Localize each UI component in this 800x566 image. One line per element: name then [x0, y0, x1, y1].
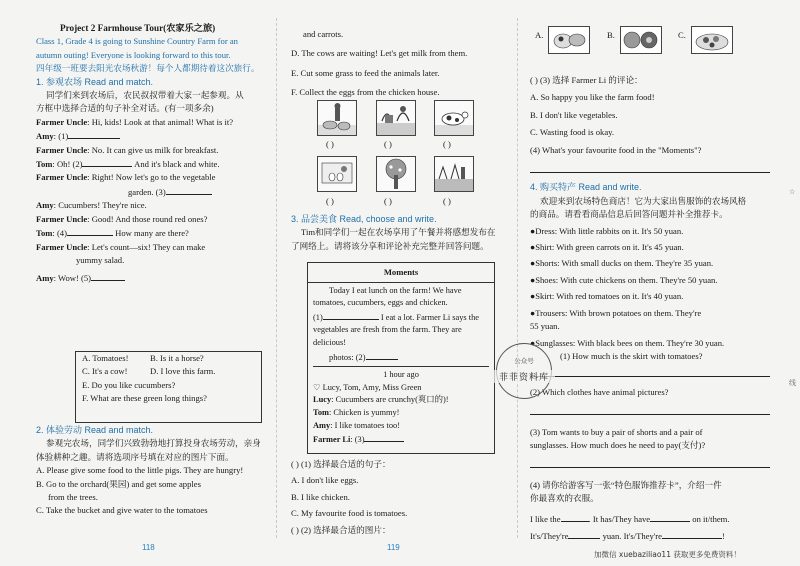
answer-blank[interactable]: [561, 512, 589, 522]
dialogue-line: yummy salad.: [76, 254, 125, 265]
comment: Farmer Li: (3): [313, 432, 489, 447]
q1-option-b: B. I like chicken.: [291, 491, 350, 502]
answer-blank[interactable]: [68, 129, 120, 139]
section-3-instr-1: Tim和同学们一起在农场享用了午餐并将感想发布在: [301, 227, 496, 238]
column-left: [36, 22, 268, 286]
q1-option-c: C. My favourite food is tomatoes.: [291, 508, 408, 519]
recommend-card-line-1: I like the . It has/They have on it/them.: [530, 513, 730, 524]
farm-picture-orchard: [376, 156, 416, 192]
dialogue-line: Farmer Uncle: Let's count—six! They can make: [36, 241, 206, 252]
answer-blank[interactable]: [364, 432, 404, 442]
answer-blank[interactable]: [166, 185, 212, 195]
column-divider: [517, 18, 518, 538]
q3-option-c: C. Wasting food is okay.: [530, 127, 615, 138]
farm-picture-pigs: [317, 100, 357, 136]
section-4-instr-1: 欢迎来到农场特色商店！它为大家出售服饰的农场风格: [540, 195, 747, 206]
option-a: A. Tomatoes!: [82, 353, 129, 363]
answer-blank[interactable]: [82, 157, 132, 167]
option-f: F. What are these green long things?: [82, 393, 207, 404]
post-line: tomatoes, cucumbers, eggs and chicken.: [313, 298, 448, 308]
option-row: [76, 392, 261, 405]
option-d: D. I love this farm.: [150, 366, 216, 377]
dialogue-line: Amy: Wow! (5): [36, 271, 268, 285]
section-3-header: [291, 213, 506, 253]
qa-3-cont: sunglasses. How much does he need to pay(支付)?: [530, 439, 706, 450]
margin-mark: 线: [789, 379, 796, 387]
dialogue-line: Tom: Oh! (2) And it's black and white.: [36, 159, 220, 170]
section-1-title: 1. 参观农场 Read and match.: [36, 76, 154, 87]
answer-blank[interactable]: [323, 310, 379, 320]
qa-3: (3) Tom wants to buy a pair of shorts and a pair of: [530, 426, 703, 437]
task-item-b-cont: from the trees.: [48, 492, 98, 503]
page-number-middle: 119: [387, 543, 400, 552]
farm-picture-bucket: [376, 100, 416, 136]
column-middle-lower: [291, 458, 506, 537]
comment: Lucy: Cucumbers are crunchy(爽口的)!: [313, 395, 449, 405]
task-item-d: D. The cows are waiting! Let's get milk from them.: [291, 48, 468, 59]
option-e: E. Do you like cucumbers?: [82, 379, 176, 390]
answer-blank[interactable]: [650, 512, 690, 522]
answer-line[interactable]: [530, 367, 780, 381]
food-picture-c: [691, 26, 733, 54]
answer-paren[interactable]: ( ): [443, 139, 451, 149]
post-line: photos: (2): [313, 350, 489, 365]
dialogue-line: Amy: Cucumbers! They're nice.: [36, 200, 147, 211]
section-4-title: 4. 购买特产 Read and write.: [530, 182, 642, 193]
farm-picture-cow: [434, 100, 474, 136]
section-2-instr-1: 参观完农场，同学们兴致勃勃地打算投身农场劳动，亲身: [46, 438, 261, 449]
option-row: [76, 365, 261, 378]
option-row: [76, 379, 261, 392]
answer-blank[interactable]: [91, 271, 125, 281]
task-item-c: C. Take the bucket and give water to the tomatoes: [36, 505, 208, 516]
answer-line[interactable]: [530, 458, 780, 472]
q3-option-a: A. So happy you like the farm food!: [530, 92, 655, 103]
q3-option-b: B. I don't like vegetables.: [530, 109, 618, 120]
task-item-f: F. Collect the eggs from the chicken house.: [291, 87, 440, 98]
dialogue-line: Farmer Uncle: Good! And those round red ones?: [36, 213, 208, 224]
dialogue-line: Farmer Uncle: Hi, kids! Look at that animal! What is it?: [36, 116, 234, 127]
question-3: ( ) (3) 选择 Farmer Li 的评论：: [530, 75, 643, 85]
answer-blank[interactable]: [662, 529, 722, 539]
answer-paren[interactable]: ( ): [384, 139, 392, 149]
food-label-a: A.: [535, 30, 544, 40]
answer-blank[interactable]: [366, 350, 398, 360]
qa-4: (4) 请你给游客写一张“特色服饰推荐卡”，介绍一件: [530, 479, 722, 490]
post-line: vegetables are fresh from the farm. They are: [313, 325, 462, 335]
comment: Amy: I like tomatoes too!: [313, 420, 400, 430]
moments-post: [307, 262, 495, 454]
moments-title: Moments: [308, 263, 494, 283]
food-picture-b: [620, 26, 662, 54]
qa-2: (2) Which clothes have animal pictures?: [530, 386, 669, 397]
food-picture-a: [548, 26, 590, 54]
option-row: [76, 352, 261, 365]
answer-paren[interactable]: ( ): [384, 196, 392, 206]
food-label-b: B.: [607, 30, 615, 40]
farm-picture-eggs: [317, 156, 357, 192]
task-item-c-cont: and carrots.: [303, 29, 344, 39]
section-4-instr-2: 的商品。请看看商品信息后回答问题并补全推荐卡。: [530, 209, 728, 220]
answer-paren[interactable]: ( ): [326, 139, 334, 149]
moments-divider: [313, 366, 489, 367]
question-4: (4) What's your favourite food in the "Moments"?: [530, 144, 702, 155]
goods-item: ●Dress: With little rabbits on it. It's 50 yuan.: [530, 225, 684, 236]
dialogue-line: Tom: (4) How many are there?: [36, 228, 189, 239]
post-likes: ♡ Lucy, Tom, Amy, Miss Green: [313, 382, 422, 392]
food-label-c: C.: [678, 30, 686, 40]
post-line: (1) I eat a lot. Farmer Li says the: [313, 310, 489, 325]
answer-blank[interactable]: [67, 226, 113, 236]
section-3-title: 3. 品尝美食 Read, choose and write.: [291, 214, 437, 224]
farm-picture-grass: [434, 156, 474, 192]
answer-line[interactable]: [530, 405, 780, 419]
option-b: B. Is it a horse?: [150, 353, 204, 363]
section-1-instr-1: 同学们来到农场后，农民叔叔带着大家一起参观。从: [46, 90, 244, 101]
post-time: 1 hour ago: [383, 370, 419, 380]
answer-line[interactable]: [530, 163, 780, 177]
footer-note: 加微信 xuebaziliao11 获取更多免费资料！: [594, 550, 741, 559]
post-line: delicious!: [313, 337, 347, 347]
intro-line-1: Class 1, Grade 4 is going to Sunshine Country Farm for an: [36, 36, 238, 47]
question-2: ( ) (2) 选择最合适的图片：: [291, 524, 391, 535]
task-item-b: B. Go to the orchard(果园) and get some apples: [36, 478, 201, 489]
dialogue-line: Amy: (1): [36, 129, 268, 143]
column-left-lower: [36, 424, 268, 518]
comment: Tom: Chicken is yummy!: [313, 407, 400, 417]
column-right: [530, 74, 780, 543]
qa-1: (1) How much is the skirt with tomatoes?: [560, 350, 703, 361]
goods-item: ●Shorts: With small ducks on them. They're 35 yuan.: [530, 258, 714, 269]
moments-body: [308, 283, 494, 449]
section-2-title: 2. 体验劳动 Read and match.: [36, 425, 154, 435]
intro-line-2: autumn outing! Everyone is looking forward to this tour.: [36, 49, 231, 60]
dialogue-line: Farmer Uncle: Right! Now let's go to the vegetable: [36, 172, 216, 183]
task-item-a: A. Please give some food to the little pigs. They are hungry!: [36, 465, 244, 476]
q1-option-a: A. I don't like eggs.: [291, 475, 359, 486]
project-title: Project 2 Farmhouse Tour(农家乐之旅): [60, 23, 216, 33]
watermark-stamp: 公众号 菲菲资料库: [496, 343, 552, 399]
section-3-instr-2: 了网络上。请将该分享和评论补充完整并回答问题。: [291, 240, 489, 251]
section-2-instr-2: 体验耕种之趣。请将选项序号填在对应的图片下面。: [36, 451, 234, 462]
options-box: [75, 351, 262, 423]
margin-mark: ☆: [789, 188, 796, 196]
task-item-e: E. Cut some grass to feed the animals later.: [291, 67, 440, 78]
goods-item: ●Sunglasses: With black bees on them. They're 30 yuan.: [530, 337, 725, 348]
column-divider: [276, 18, 277, 538]
intro-line-3: 四年级一班要去阳光农场秋游！每个人都期待着这次旅行。: [36, 63, 260, 74]
dialogue-line: Farmer Uncle: No. It can give us milk for breakfast.: [36, 144, 219, 155]
recommend-card-line-2: It's/They're yuan. It's/They're !: [530, 530, 725, 541]
goods-item: ●Trousers: With brown potatoes on them. They're: [530, 307, 702, 318]
qa-4-cont: 你最喜欢的衣服。: [530, 493, 599, 504]
goods-item: ●Shoes: With cute chickens on them. They're 50 yuan.: [530, 274, 718, 285]
answer-paren[interactable]: ( ): [443, 196, 451, 206]
option-c: C. It's a cow!: [82, 366, 128, 377]
answer-paren[interactable]: ( ): [326, 196, 334, 206]
post-line: Today I eat lunch on the farm! We have: [329, 285, 462, 295]
column-middle: [291, 28, 506, 100]
page-number-left: 118: [142, 543, 155, 552]
answer-blank[interactable]: [568, 529, 600, 539]
goods-item: ●Skirt: With red tomatoes on it. It's 40 yuan.: [530, 291, 684, 302]
dialogue-line: garden. (3): [36, 185, 268, 199]
question-1: ( ) (1) 选择最合适的句子：: [291, 459, 391, 469]
section-1-instr-2: 方框中选择合适的句子补全对话。(有一项多余): [36, 103, 214, 114]
goods-item: 55 yuan.: [530, 321, 560, 332]
goods-item: ●Shirt: With green carrots on it. It's 45 yuan.: [530, 242, 684, 253]
